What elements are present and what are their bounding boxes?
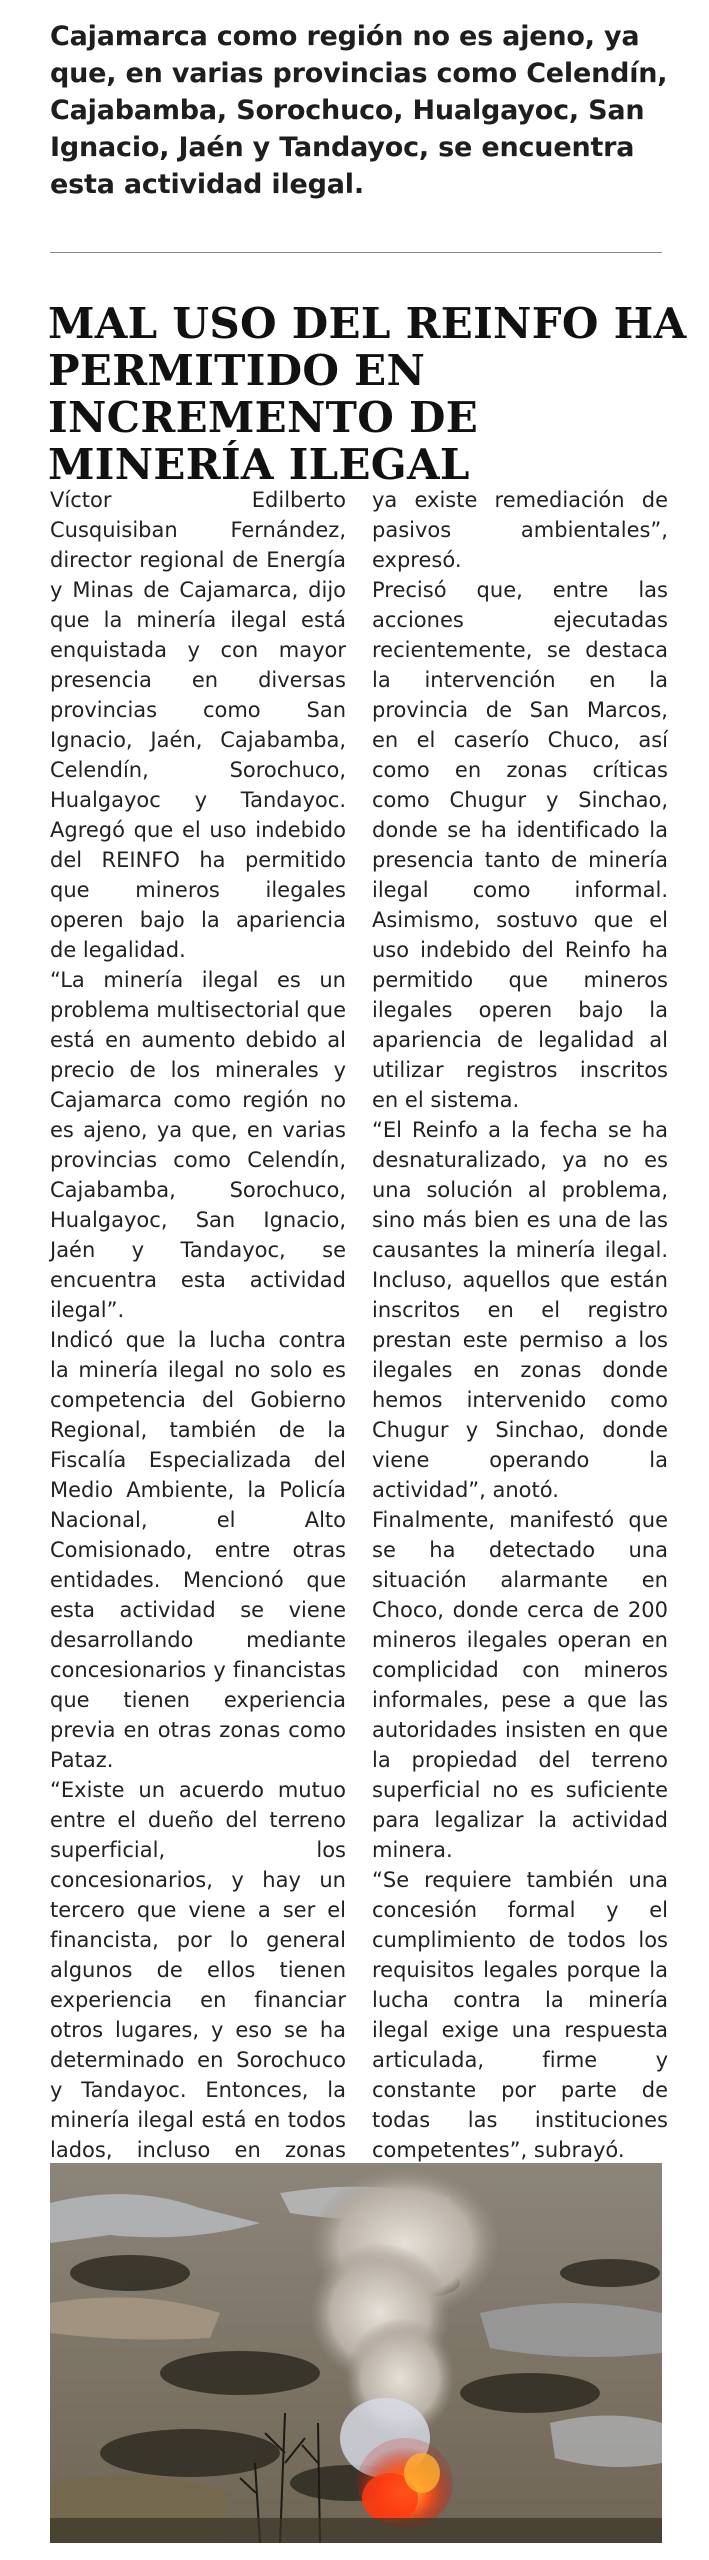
- paragraph: “Existe un acuerdo mutuo entre el dueño del terreno superficial, los concesionarios, y hay un tercero que viene a ser el financista, por lo general algunos de ellos tienen experiencia en financiar otros lugares, y eso se ha determinado en Sorochuco y Tandayoc. Entonces, la minería ilegal está en todos lados, incluso en zonas: [50, 1778, 346, 2162]
- mining-explosion-illustration: [50, 2163, 662, 2543]
- headline: MAL USO DEL REINFO HA PERMITIDO EN INCREMENTO DE MINERÍA ILEGAL: [48, 299, 687, 489]
- paragraph: “La minería ilegal es un problema multisectorial que está en aumento debido al precio de los minerales y Cajamarca como región no es ajeno, ya que, en varias provincias como Celendín, Cajabamba, Sorochuco, Hualgayoc, San Ignacio, Jaén y Tandayoc, se encuentra esta actividad ilegal”.: [50, 968, 346, 1322]
- pull-quote: Cajamarca como región no es ajeno, ya que, en varias provincias como Celendín, Cajabamba, Sorochuco, Hualgayoc, San Ignacio, Jaén y Tandayoc, se encuentra esta actividad ilegal.: [50, 21, 668, 200]
- paragraph: “El Reinfo a la fecha se ha desnaturalizado, ya no es una solución al problema, sino más bien es una de las causantes la minería ilegal. Incluso, aquellos que están inscritos en el registro prestan este permiso a los ilegales en zonas donde hemos intervenido como Chugur y Sinchao, donde viene operando la actividad”, anotó.: [372, 1118, 668, 1502]
- paragraph: Indicó que la lucha contra la minería ilegal no solo es competencia del Gobierno Regional, también de la Fiscalía Especializada del Medio Ambiente, la Policía Nacional, el Alto Comisionado, entre otras entidades. Mencionó que esta actividad se viene desarrollando mediante concesionarios y financistas que tienen experiencia previa en otras zonas como Pataz.: [50, 1328, 346, 1772]
- paragraph: ya existe remediación de pasivos ambientales”, expresó.: [372, 488, 668, 572]
- article-photo: [50, 2163, 662, 2543]
- paragraph: Víctor Edilberto Cusquisiban Fernández, director regional de Energía y Minas de Cajamarca, dijo que la minería ilegal está enquistada y con mayor presencia en diversas provincias como San Ignacio, Jaén, Cajabamba, Celendín, Sorochuco, Hualgayoc y Tandayoc. Agregó que el uso indebido del REINFO ha permitido que mineros ilegales operen bajo la apariencia de legalidad.: [50, 488, 346, 962]
- article-column-left: [50, 485, 346, 2195]
- paragraph: Precisó que, entre las acciones ejecutadas recientemente, se destaca la intervención en la provincia de San Marcos, en el caserío Chuco, así como en zonas críticas como Chugur y Sinchao, donde se ha identificado la presencia tanto de minería ilegal como informal. Asimismo, sostuvo que el uso indebido del Reinfo ha permitido que mineros ilegales operen bajo la apariencia de legalidad al utilizar registros inscritos en el sistema.: [372, 578, 668, 1112]
- article-column-right: [372, 485, 668, 2165]
- paragraph: Finalmente, manifestó que se ha detectado una situación alarmante en Choco, donde cerca de 200 mineros ilegales operan en complicidad con mineros informales, pese a que las autoridades insisten en que la propiedad del terreno superficial no es suficiente para legalizar la actividad minera.: [372, 1508, 668, 1862]
- paragraph: “Se requiere también una concesión formal y el cumplimiento de todos los requisitos legales porque la lucha contra la minería ilegal exige una respuesta articulada, firme y constante por parte de todas las instituciones competentes”, subrayó.: [372, 1868, 668, 2162]
- divider: [50, 252, 662, 253]
